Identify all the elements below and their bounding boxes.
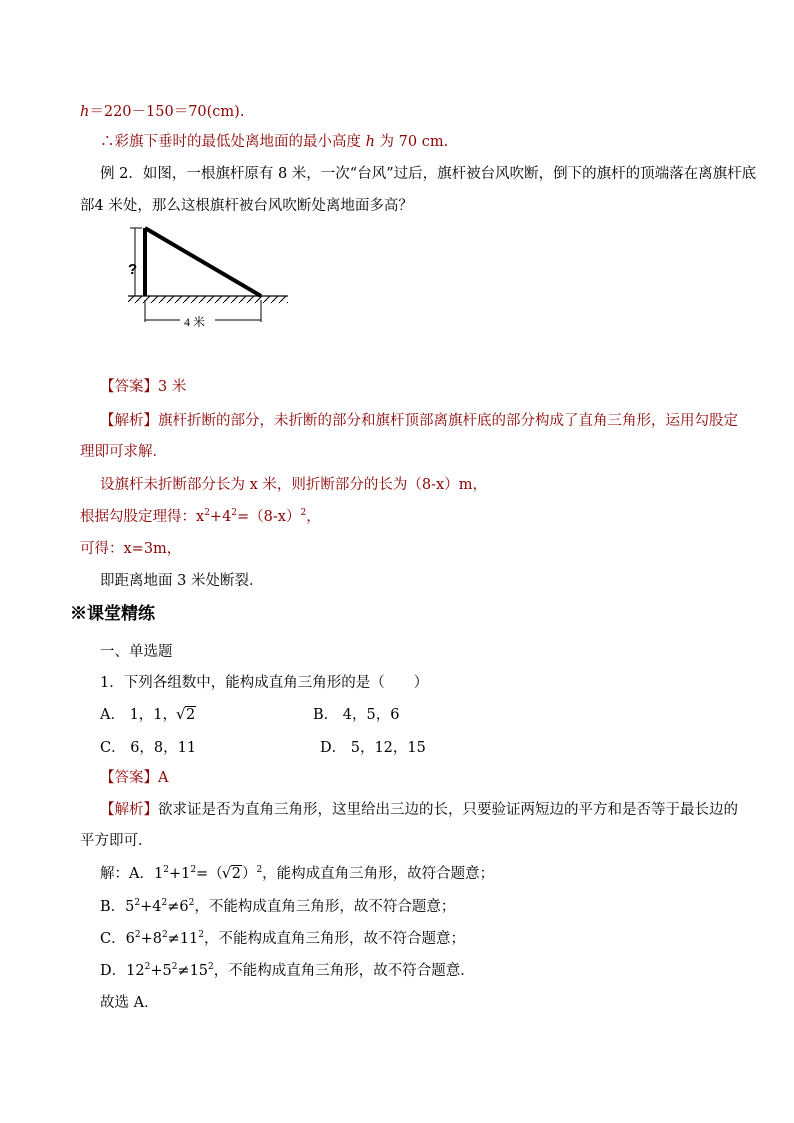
base-length-label: 4 米 [184,315,206,329]
answer-1: 【答案】3 米 [100,379,187,395]
conclusion-min-height: ∴彩旗下垂时的最低处离地面的最小高度 h 为 70 cm. [100,134,449,150]
flagpole-diagram [120,222,290,332]
sqrt-symbol: √ 2 [223,863,242,885]
question-mark-label: ? [128,261,138,278]
final-choice: 故选 A． [100,995,159,1011]
analysis-1: 【解析】旗杆折断的部分，未折断的部分和旗杆顶部离旗杆底的部分构成了直角三角形，运用勾股定 [100,413,738,429]
option-b: B． 4，5，6 [313,707,400,723]
analysis-1-step4: 即距离地面 3 米处断裂． [100,573,264,589]
analysis-1-step2: 根据勾股定理得：$x^2+4^2=(8-x)^2$， [80,508,321,525]
option-d: D． 5，12，15 [320,740,426,756]
solution-a: 解：A．$1^2+1^2=(√$ 2）$^2$，能构成直角三角形，故符合题意； [100,863,734,885]
analysis-1-cont: 理即可求解． [80,444,167,460]
option-a: A． 1，1，√ 2 [100,704,734,726]
analysis-2: 【解析】欲求证是否为直角三角形，这里给出三边的长，只要验证两短边的平方和是否等于最长边的 [100,802,738,818]
ground-hatch [128,296,288,303]
pole-broken [145,228,261,296]
section-title: ※课堂精练 [70,604,155,624]
analysis-1-step3: 可得：x=3m， [80,541,182,557]
sqrt-symbol: √ 2 [177,704,196,726]
analysis-2-cont: 平方即可． [80,833,153,849]
solution-b: B．$5^2+4^2\ne 6^2$，不能构成直角三角形，故不符合题意； [100,898,456,915]
solution-line-h: h＝220－150＝70(cm). [80,104,245,120]
subsection-title: 一、单选题 [100,644,173,660]
example2-stem: 例 2．如图，一根旗杆原有 8 米，一次“台风”过后，旗杆被台风吹断，倒下的旗杆的顶端落在离旗杆底 [100,166,757,182]
solution-d: D．$12^2+5^2\ne 15^2$，不能构成直角三角形，故不符合题意． [100,962,475,979]
example2-stem-cont: 部4 米处，那么这根旗杆被台风吹断处离地面多高？ [80,198,413,214]
solution-c: C．$6^2+8^2\ne 11^2$，不能构成直角三角形，故不符合题意； [100,930,466,947]
analysis-1-step1: 设旗杆未折断部分长为 x 米，则折断部分的长为（8-x）m， [100,477,487,493]
answer-2: 【答案】A [100,770,169,786]
option-c: C． 6，8，11 [100,740,197,756]
question-1-stem: 1．下列各组数中，能构成直角三角形的是（ ） [100,675,429,691]
